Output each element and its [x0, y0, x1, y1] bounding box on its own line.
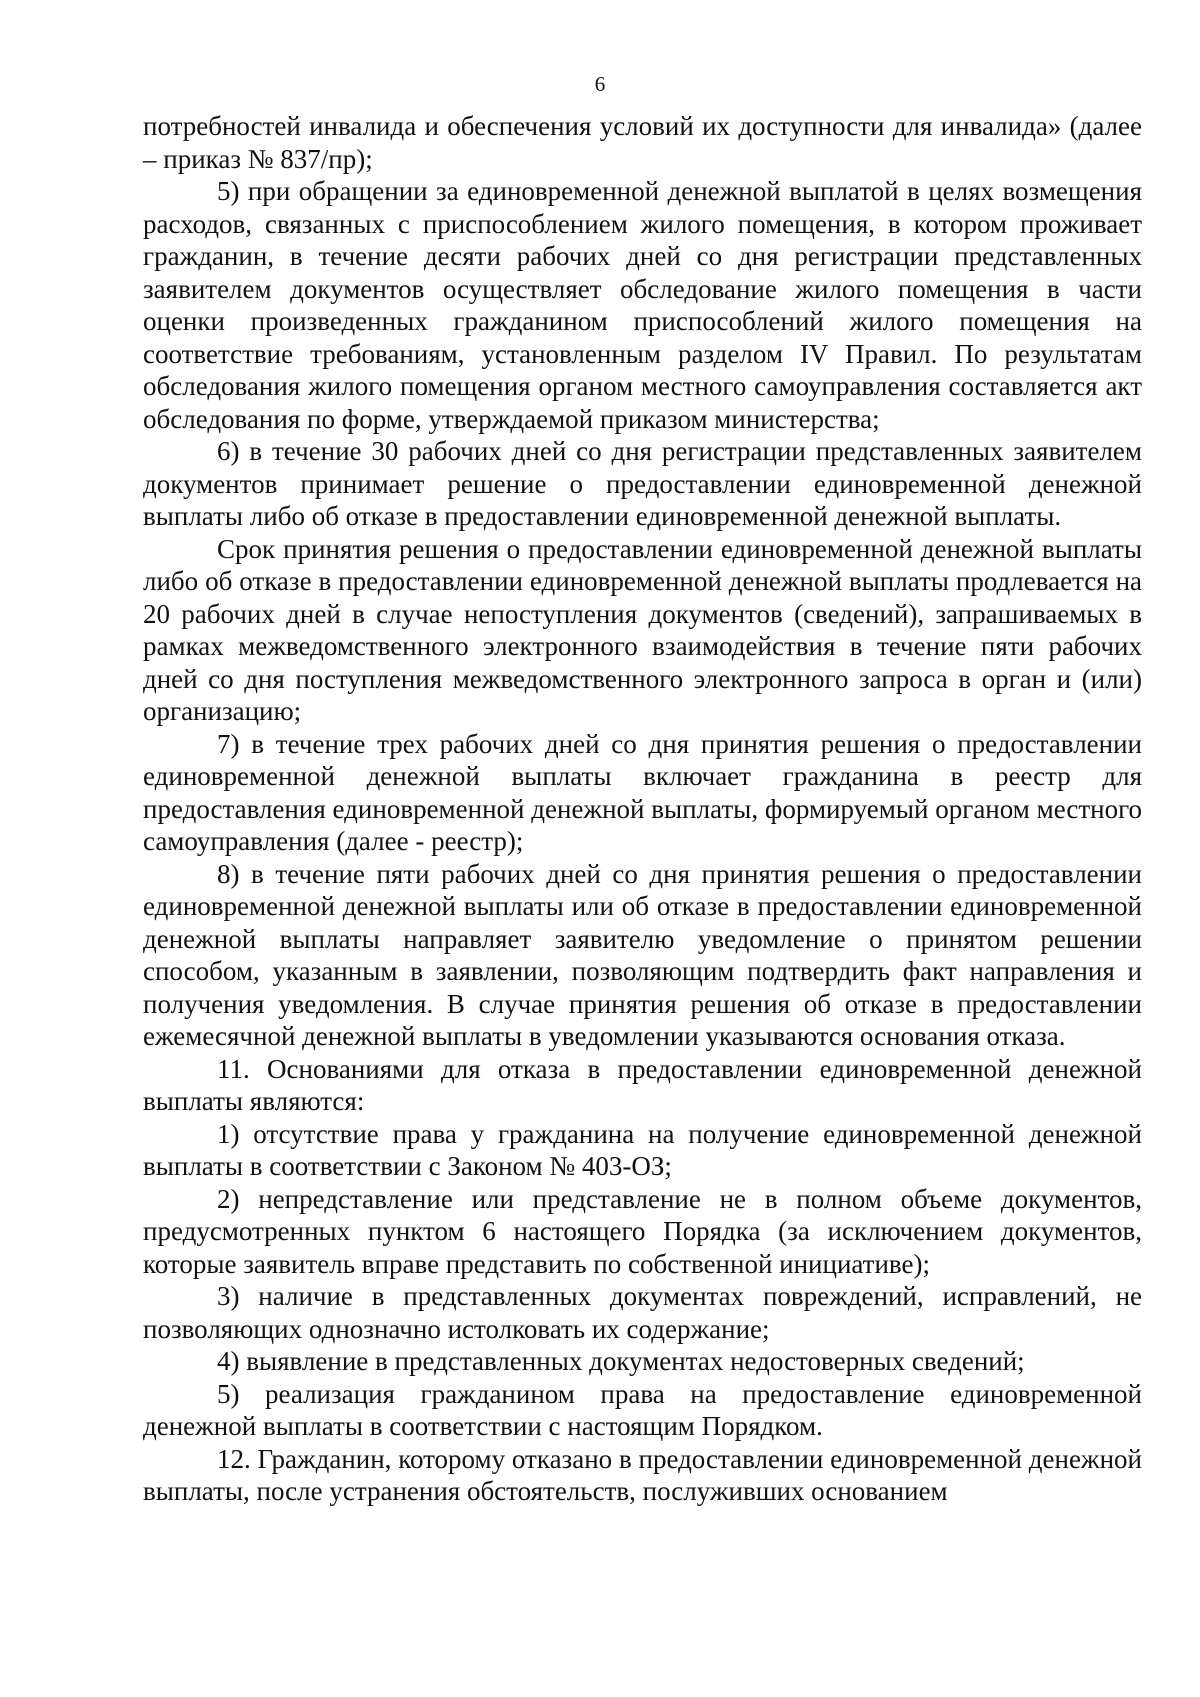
paragraph-item-6: 6) в течение 30 рабочих дней со дня регистрации представленных заявителем документов принимает решение о предоставлении единовременной денежной выплаты либо об отказе в предоставлении единовременной денежной выплаты. [143, 436, 1142, 531]
document-body [143, 110, 1142, 1508]
paragraph-ground-1: 1) отсутствие права у гражданина на получение единовременной денежной выплаты в соответствии с Законом № 403-ОЗ; [143, 1118, 1142, 1181]
paragraph-decision-term: Срок принятия решения о предоставлении единовременной денежной выплаты либо об отказе в предоставлении единовременной денежной выплаты продлевается на 20 рабочих дней в случае непоступления документов (сведений), запрашиваемых в рамках межведомственного электронного взаимодействия в течение пяти рабочих дней со дня поступления межведомственного электронного запроса в орган и (или) организацию; [143, 533, 1142, 726]
paragraph-ground-4: 4) выявление в представленных документах недостоверных сведений; [217, 1346, 1025, 1376]
paragraph-item-5: 5) при обращении за единовременной денежной выплатой в целях возмещения расходов, связанных с приспособлением жилого помещения, в котором проживает гражданин, в течение десяти рабочих дней со дня регистрации представленных заявителем документов осуществляет обследование жилого помещения в части оценки произведенных гражданином приспособлений жилого помещения на соответствие требованиям, установленным разделом IV Правил. По результатам обследования жилого помещения органом местного самоуправления составляется акт обследования по форме, утверждаемой приказом министерства; [143, 176, 1142, 434]
paragraph-item-7: 7) в течение трех рабочих дней со дня принятия решения о предоставлении единовременной денежной выплаты включает гражданина в реестр для предоставления единовременной денежной выплаты, формируемый органом местного самоуправления (далее - реестр); [143, 728, 1142, 856]
paragraph-continuation: потребностей инвалида и обеспечения условий их доступности для инвалида» (далее – приказ № 837/пр); [143, 111, 1142, 174]
paragraph-item-8: 8) в течение пяти рабочих дней со дня принятия решения о предоставлении единовременной денежной выплаты или об отказе в предоставлении единовременной денежной выплаты направляет заявителю уведомление о принятом решении способом, указанным в заявлении, позволяющим подтвердить факт направления и получения уведомления. В случае принятия решения об отказе в предоставлении ежемесячной денежной выплаты в уведомлении указываются основания отказа. [143, 858, 1142, 1051]
paragraph-clause-11: 11. Основаниями для отказа в предоставлении единовременной денежной выплаты являются: [143, 1053, 1142, 1116]
paragraph-ground-2: 2) непредставление или представление не в полном объеме документов, предусмотренных пунктом 6 настоящего Порядка (за исключением документов, которые заявитель вправе представить по собственной инициативе); [143, 1183, 1142, 1279]
page-number: 6 [594, 72, 606, 96]
paragraph-ground-3: 3) наличие в представленных документах повреждений, исправлений, не позволяющих однозначно истолковать их содержание; [143, 1281, 1142, 1344]
paragraph-ground-5: 5) реализация гражданином права на предоставление единовременной денежной выплаты в соответствии с настоящим Порядком. [143, 1378, 1142, 1441]
paragraph-clause-12: 12. Гражданин, которому отказано в предоставлении единовременной денежной выплаты, после устранения обстоятельств, послуживших основанием [143, 1443, 1142, 1506]
